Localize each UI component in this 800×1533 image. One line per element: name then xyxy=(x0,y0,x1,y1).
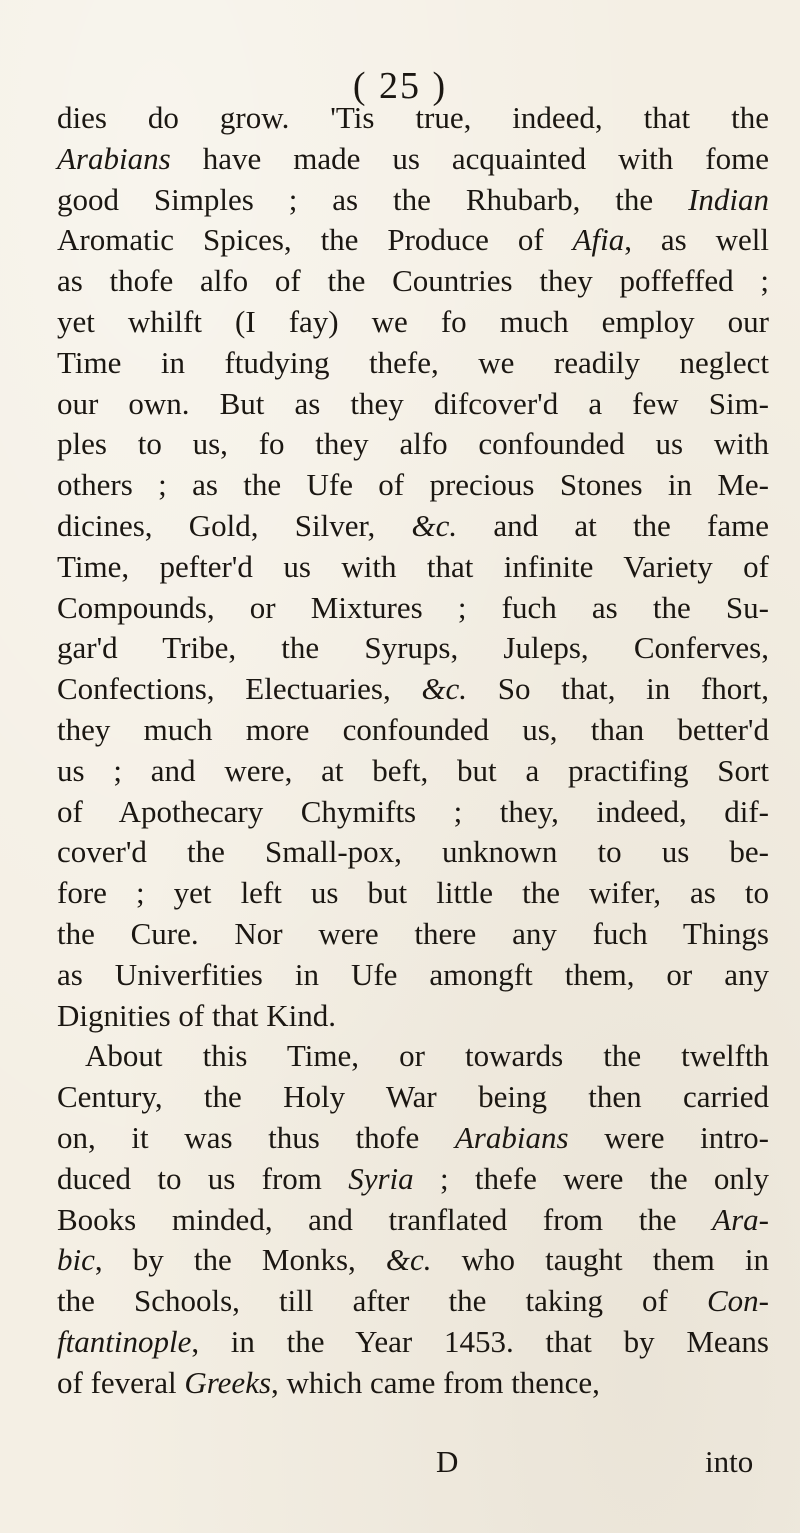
italic-word: bic xyxy=(57,1242,95,1278)
text-line: cover'd the Small-pox, unknown to us be- xyxy=(57,834,769,870)
text-line: dies do grow. 'Tis true, indeed, that the xyxy=(57,100,769,135)
text-line: About this Time, or towards the twelfth xyxy=(85,1038,769,1074)
text-line: they much more confounded us, than better'd xyxy=(57,711,769,747)
text-line: yet whilft (I fay) we fo much employ our xyxy=(57,303,769,339)
text-line: Dignities of that Kind. xyxy=(57,997,336,1033)
text-line: Aromatic Spices, the Produce of Afia, as well xyxy=(57,222,769,258)
text-line: the Cure. Nor were there any fuch Things xyxy=(57,915,769,951)
text-line: Arabians have made us acquainted with fome xyxy=(57,140,769,176)
catchword: into xyxy=(705,1444,754,1479)
text-line: Compounds, or Mixtures ; fuch as the Su- xyxy=(57,589,769,625)
text-line: gar'd Tribe, the Syrups, Juleps, Conferves, xyxy=(57,630,769,666)
text-line: us ; and were, at beft, but a practifing Sort xyxy=(57,752,769,788)
text-line: of feveral Greeks, which came from thence, xyxy=(57,1364,600,1400)
text-line: duced to us from Syria ; thefe were the only xyxy=(57,1160,769,1196)
text-line: dicines, Gold, Silver, &c. and at the fame xyxy=(57,507,769,543)
text-line: Time, pefter'd us with that infinite Variety of xyxy=(57,548,769,584)
italic-word: ftantinople xyxy=(57,1323,192,1359)
text-line: on, it was thus thofe Arabians were intro- xyxy=(57,1119,769,1155)
text-line: others ; as the Ufe of precious Stones in Me- xyxy=(57,467,769,503)
text-line: ftantinople, in the Year 1453. that by Means xyxy=(57,1323,769,1359)
text-line: Time in ftudying thefe, we readily neglect xyxy=(57,344,769,380)
text-line: Century, the Holy War being then carried xyxy=(57,1079,769,1115)
italic-word: Ara- xyxy=(712,1201,769,1237)
text-line: good Simples ; as the Rhubarb, the Indian xyxy=(57,181,769,217)
italic-word: &c. xyxy=(411,507,458,543)
body-text xyxy=(57,98,769,1404)
text-line: bic, by the Monks, &c. who taught them in xyxy=(57,1242,769,1278)
italic-word: Afia xyxy=(572,222,625,258)
text-line: of Apothecary Chymifts ; they, indeed, dif- xyxy=(57,793,769,829)
italic-word: Greeks xyxy=(184,1364,272,1400)
italic-word: &c. xyxy=(385,1242,432,1278)
text-line: our own. But as they difcover'd a few Sim- xyxy=(57,385,769,421)
italic-word: Syria xyxy=(348,1160,414,1196)
italic-word: Arabians xyxy=(57,140,171,176)
italic-word: Indian xyxy=(688,181,769,217)
italic-word: Arabians xyxy=(454,1119,569,1155)
text-line: Confections, Electuaries, &c. So that, in fhort, xyxy=(57,671,769,707)
page-number: ( 25 ) xyxy=(352,65,448,107)
italic-word: &c. xyxy=(421,671,468,707)
signature-mark: D xyxy=(436,1444,459,1479)
text-line: fore ; yet left us but little the wifer, as to xyxy=(57,875,769,911)
text-line: ples to us, fo they alfo confounded us with xyxy=(57,426,769,462)
text-line: as Univerfities in Ufe amongft them, or any xyxy=(57,956,769,992)
page-footer xyxy=(0,1444,800,1488)
text-line: the Schools, till after the taking of Con- xyxy=(57,1283,769,1319)
text-line: Books minded, and tranflated from the Ara- xyxy=(57,1201,769,1237)
italic-word: Con- xyxy=(707,1283,769,1319)
text-line: as thofe alfo of the Countries they poffeffed ; xyxy=(57,263,769,299)
